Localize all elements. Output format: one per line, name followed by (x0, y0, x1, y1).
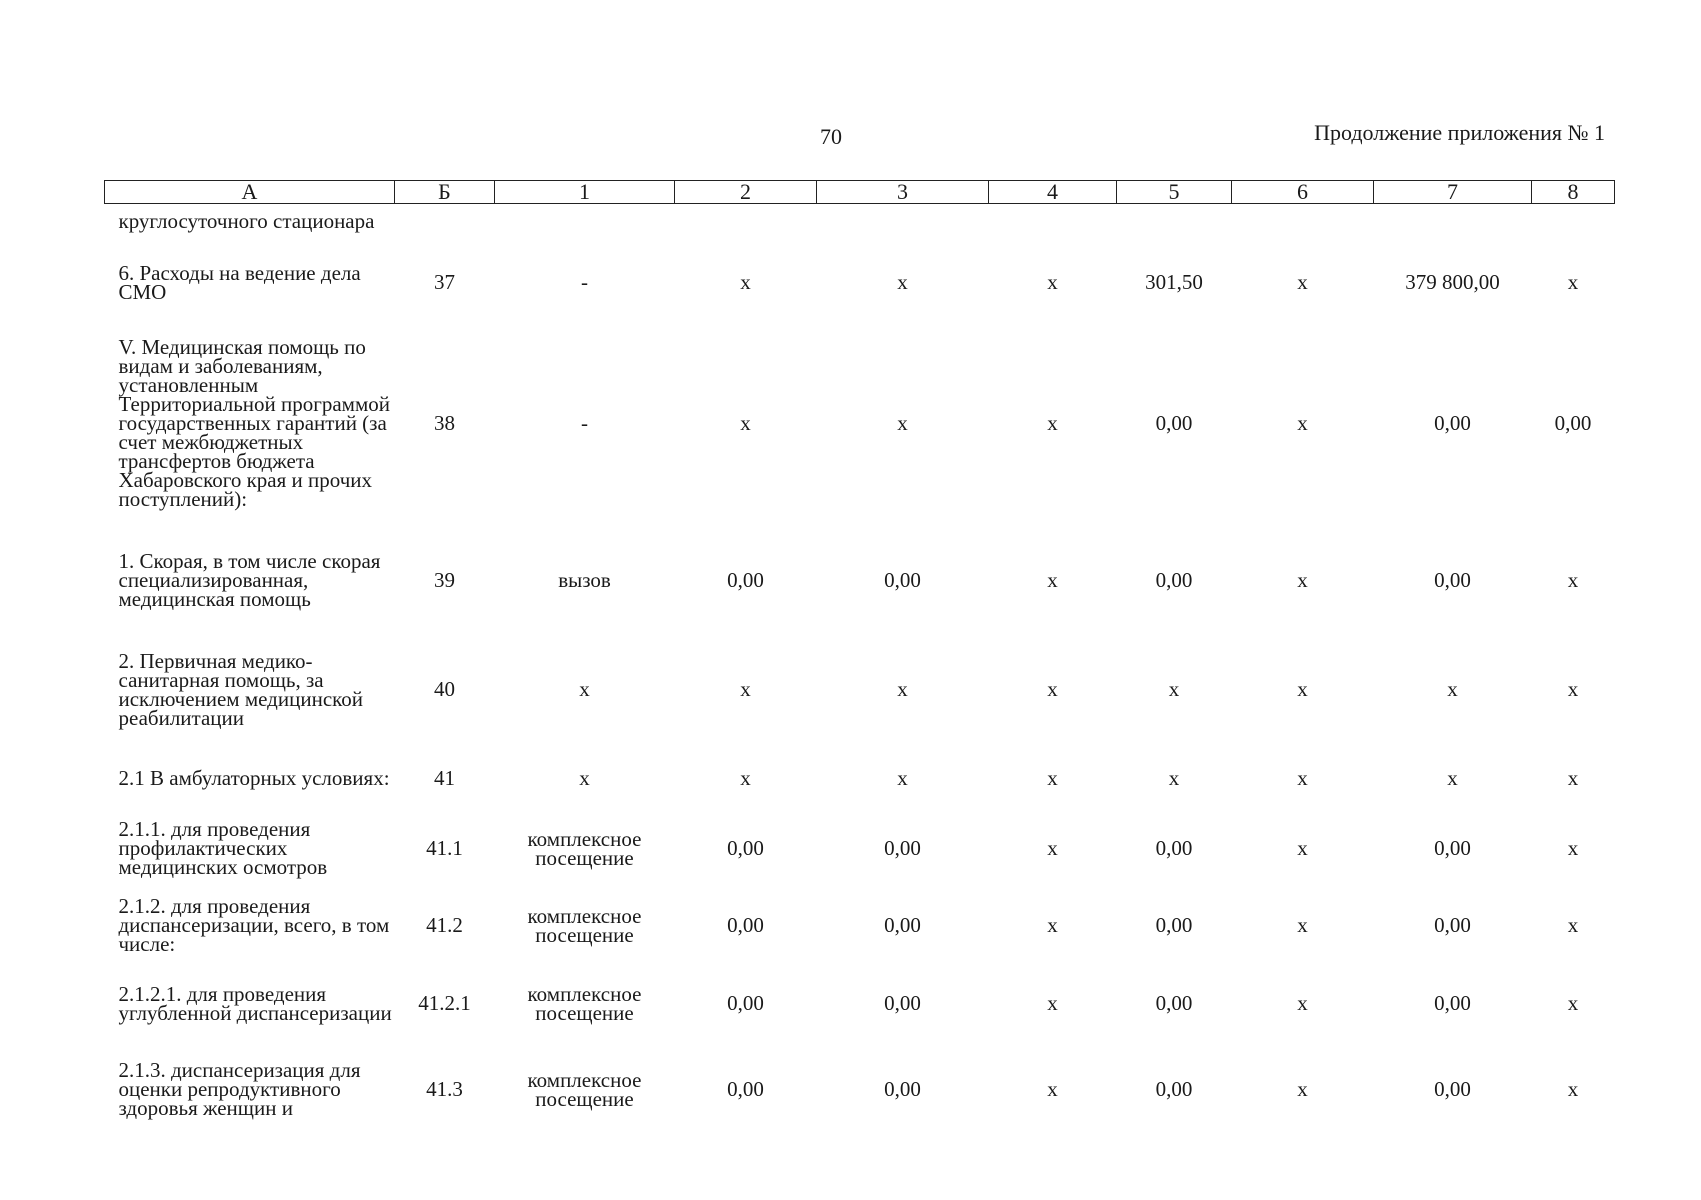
row-cell-col-4: х (1047, 270, 1058, 294)
col-header-3: 3 (817, 181, 989, 204)
row-cell-col-1: х (579, 677, 590, 701)
row-cell-col-1: комплексное посещение (527, 826, 642, 870)
row-cell-col-3 (817, 204, 989, 240)
row-cell-col-3: х (897, 270, 908, 294)
row-cell-col-5: 0,00 (1155, 568, 1193, 592)
row-cell-col-2: х (740, 677, 751, 701)
table-body (105, 204, 1615, 1130)
row-cell-col-0 (395, 204, 495, 240)
row-cell-col-1 (495, 204, 675, 240)
row-cell-col-5: х (1168, 766, 1180, 790)
row-cell-col-1: комплексное посещение (527, 981, 642, 1025)
row-cell-col-3: х (897, 677, 908, 701)
row-cell-col-1: х (579, 766, 590, 790)
row-cell-col-3: 0,00 (884, 913, 921, 937)
row-cell-col-4: х (1047, 1077, 1058, 1101)
row-cell-col-1: комплексное посещение (527, 1067, 642, 1111)
row-cell-col-6: х (1297, 411, 1308, 435)
row-cell-col-2: 0,00 (727, 568, 764, 592)
row-cell-col-5: 0,00 (1155, 991, 1193, 1015)
row-spacer (105, 1036, 1615, 1050)
row-cell-col-1: комплексное посещение (527, 903, 642, 947)
row-name: 2.1 В амбулаторных условиях: (118, 766, 390, 790)
row-spacer-cell (105, 804, 1615, 818)
row-cell-col-5: 0,00 (1155, 836, 1193, 860)
row-name: 6. Расходы на ведение дела СМО (118, 260, 361, 304)
row-cell-col-7: х (1447, 677, 1458, 701)
row-cell-col-2: х (740, 411, 751, 435)
col-header-1: 1 (495, 181, 675, 204)
row-cell-col-2: 0,00 (727, 836, 764, 860)
row-spacer (105, 880, 1615, 894)
row-cell-col-5: 0,00 (1155, 411, 1193, 435)
row-cell-col-6: х (1297, 836, 1308, 860)
row-cell-col-3: 0,00 (884, 1077, 921, 1101)
row-cell-col-5: 301,50 (1145, 270, 1203, 294)
col-header-a: А (105, 181, 395, 204)
row-cell-col-4: х (1047, 677, 1058, 701)
row-cell-col-4: х (1047, 836, 1058, 860)
row-cell-col-2: х (740, 766, 751, 790)
row-spacer-cell (105, 312, 1615, 326)
row-cell-col-2 (675, 204, 817, 240)
row-spacer (105, 626, 1615, 640)
row-spacer-cell (105, 880, 1615, 894)
table-row (105, 254, 1615, 312)
row-cell-col-0: 40 (434, 677, 455, 701)
row-cell-col-2: 0,00 (727, 991, 764, 1015)
row-cell-col-2: 0,00 (727, 913, 764, 937)
row-cell-col-7: 0,00 (1434, 1077, 1471, 1101)
row-name: 2.1.2.1. для проведения углубленной диспансеризации (118, 981, 392, 1025)
row-cell-col-6: х (1297, 991, 1308, 1015)
row-name: 1. Скорая, в том числе скорая специализированная, медицинская помощь (118, 549, 381, 611)
row-spacer (105, 740, 1615, 754)
col-header-5: 5 (1117, 181, 1232, 204)
row-name: 2. Первичная медико-санитарная помощь, за исключением медицинской реабилитации (118, 648, 364, 730)
row-cell-col-3: х (897, 411, 908, 435)
row-cell-col-8: х (1567, 568, 1579, 592)
row-cell-col-4: х (1047, 568, 1058, 592)
row-cell-col-0: 38 (434, 411, 455, 435)
row-cell-col-2: 0,00 (727, 1077, 764, 1101)
table-row (105, 754, 1615, 804)
table-row (105, 204, 1615, 240)
row-cell-col-5: 0,00 (1155, 913, 1193, 937)
row-cell-col-0: 41.1 (426, 836, 463, 860)
row-cell-col-7: 0,00 (1434, 411, 1471, 435)
row-cell-col-8: х (1567, 766, 1579, 790)
row-cell-col-4: х (1047, 913, 1058, 937)
row-cell-col-7 (1374, 204, 1532, 240)
col-header-8: 8 (1532, 181, 1615, 204)
row-spacer-cell (105, 240, 1615, 254)
row-cell-col-7: х (1447, 766, 1458, 790)
table-row (105, 326, 1615, 522)
col-header-7: 7 (1374, 181, 1532, 204)
row-cell-col-7: 0,00 (1434, 836, 1471, 860)
row-cell-col-0: 41.2.1 (418, 991, 471, 1015)
row-cell-col-7: 0,00 (1434, 913, 1471, 937)
row-cell-col-3: 0,00 (884, 568, 921, 592)
table-row (105, 536, 1615, 626)
table-row (105, 1050, 1615, 1130)
row-cell-col-6 (1232, 204, 1374, 240)
row-cell-col-6: х (1297, 913, 1308, 937)
row-cell-col-6: х (1297, 1077, 1308, 1101)
table-row (105, 818, 1615, 880)
row-name: 2.1.1. для проведения профилактических медицинских осмотров (118, 817, 328, 879)
appendix-continuation-note: Продолжение приложения № 1 (1314, 120, 1605, 145)
row-cell-col-4: х (1047, 411, 1058, 435)
row-cell-col-8: х (1567, 991, 1579, 1015)
table-row (105, 640, 1615, 740)
row-cell-col-2: х (740, 270, 751, 294)
row-name: 2.1.3. диспансеризация для оценки репродуктивного здоровья женщин и (118, 1058, 361, 1120)
page-number: 70 (820, 124, 842, 149)
row-cell-col-7: 0,00 (1434, 568, 1471, 592)
row-cell-col-8: 0,00 (1554, 411, 1592, 435)
row-spacer (105, 240, 1615, 254)
row-cell-col-8: х (1567, 836, 1579, 860)
row-cell-col-8: х (1567, 270, 1579, 294)
row-cell-col-7: 0,00 (1434, 991, 1471, 1015)
row-spacer (105, 958, 1615, 972)
col-header-2: 2 (675, 181, 817, 204)
column-header-row (105, 181, 1615, 204)
row-spacer-cell (105, 522, 1615, 536)
row-spacer (105, 522, 1615, 536)
row-spacer-cell (105, 958, 1615, 972)
row-name: V. Медицинская помощь по видам и заболеваниям, установленным Территориальной программой государственных гарантий (за счет межбюджетных трансфертов бюджета Хабаровского края и прочих поступлений): (118, 335, 391, 511)
row-cell-col-6: х (1297, 568, 1308, 592)
row-cell-col-6: х (1297, 766, 1308, 790)
row-cell-col-4 (989, 204, 1117, 240)
row-cell-col-3: 0,00 (884, 991, 921, 1015)
row-cell-col-8: х (1567, 913, 1579, 937)
table-row (105, 894, 1615, 958)
row-spacer-cell (105, 1036, 1615, 1050)
table-row (105, 972, 1615, 1036)
col-header-b: Б (395, 181, 495, 204)
row-cell-col-4: х (1047, 766, 1058, 790)
row-cell-col-3: х (897, 766, 908, 790)
data-table (104, 180, 1614, 1130)
row-spacer (105, 804, 1615, 818)
row-cell-col-8 (1532, 204, 1615, 240)
row-name: круглосуточного стационара (118, 209, 375, 234)
row-cell-col-1: - (581, 270, 588, 294)
row-cell-col-1: вызов (558, 568, 611, 592)
row-cell-col-0: 41 (434, 766, 455, 790)
row-cell-col-3: 0,00 (884, 836, 921, 860)
row-spacer-cell (105, 740, 1615, 754)
row-cell-col-8: х (1567, 677, 1579, 701)
row-spacer-cell (105, 626, 1615, 640)
row-cell-col-6: х (1297, 677, 1308, 701)
row-cell-col-0: 41.3 (426, 1077, 463, 1101)
col-header-6: 6 (1232, 181, 1374, 204)
row-cell-col-0: 41.2 (426, 913, 463, 937)
row-cell-col-0: 39 (434, 568, 455, 592)
row-cell-col-5: 0,00 (1155, 1077, 1193, 1101)
row-cell-col-5 (1117, 204, 1232, 240)
row-cell-col-8: х (1567, 1077, 1579, 1101)
row-name: 2.1.2. для проведения диспансеризации, всего, в том числе: (118, 894, 390, 956)
row-cell-col-1: - (581, 411, 588, 435)
row-cell-col-5: х (1168, 677, 1180, 701)
row-spacer (105, 312, 1615, 326)
row-cell-col-4: х (1047, 991, 1058, 1015)
col-header-4: 4 (989, 181, 1117, 204)
row-cell-col-6: х (1297, 270, 1308, 294)
row-cell-col-0: 37 (434, 270, 455, 294)
row-cell-col-7: 379 800,00 (1405, 270, 1500, 294)
